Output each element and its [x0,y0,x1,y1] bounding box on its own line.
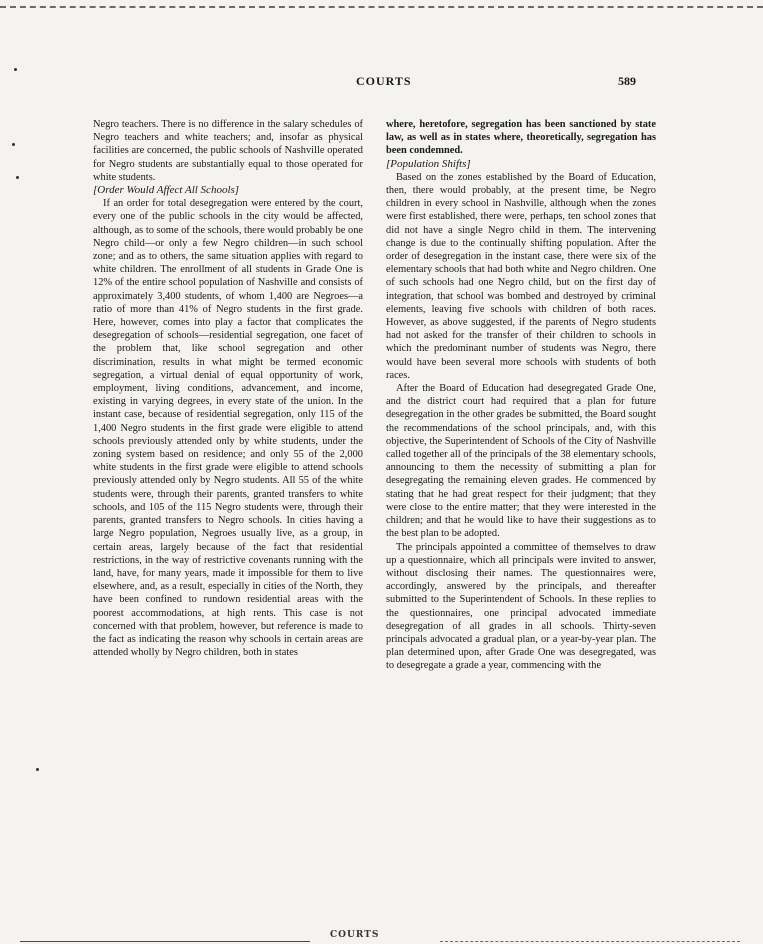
margin-speck [36,768,39,771]
footer-rule-left [20,941,310,942]
left-paragraph-2: If an order for total desegregation were entered by the court, every one of the public schools in the city would be affected, although, as to some of the schools, there would probably be one Negro child—or only a few Negro children—in such school zone; and as to others, the same situation applies with regard to white children. The enrollment of all students in Grade One is 12% of the entire school population of Nashville and consists of approximately 3,400 students, of whom 1,400 are Negroes—a ratio of more than 41% of Negro students in the first grade. Here, however, comes into play a factor that complicates the desegregation of schools—residential segregation, one facet of the problem that, like school segregation and other discrimination, results in what might be termed economic segregation, a virtual denial of equal opportunity of work, employment, living conditions, advancement, and income, existing in varying degrees, in every state of the union. In the instant case, because of residential segregation, only 115 of the 1,400 Negro students in the first grade were eligible to attend schools previously attended only by white students, under the zoning system based on residence; and only 55 of the 2,000 white students in the first grade were eligible to attend schools previously attended only by Negro students. All 55 of the white students were, through their parents, granted transfers to white schools, and 105 of the 115 Negro students were, through their parents, granted transfers to Negro schools. In cities having a large Negro population, Negroes usually live, as a group, in certain areas, largely because of the fact that residential restrictions, in the way of restrictive covenants running with the land, have, for many years, made it impossible for them to live elsewhere, and, as a result, especially in cities of the North, they have been confined to rundown residential areas with the poorest accommodations, at high rents. This case is not concerned with that problem, however, but reference is made to the fact as indicating the reason why schools in certain areas are attended wholly by Negro children, both in states [93,198,363,659]
right-column [386,118,656,673]
right-paragraph-2: Based on the zones established by the Board of Education, then, there would probably, at the present time, be Negro children in every school in Nashville, although when the zones were first established, there were, perhaps, ten school zones that did not have a single Negro child in them. The intervening change is due to the continually shifting population. After the order of desegregation in the instant case, there were six of the elementary schools that had both white and Negro children. One of such schools had one Negro child, but on the first day of integration, that school was bombed and destroyed by criminal elements, leaving five schools with children of both races. However, as above suggested, if the parents of Negro students had not asked for the transfer of their children to schools in which the predominant number of students was Negro, there would have been several more schools with students of both races. [386,171,656,381]
margin-speck [16,176,19,179]
running-head: COURTS [356,74,412,88]
right-paragraph-4: The principals appointed a committee of themselves to draw up a questionnaire, which all principals were invited to answer, without disclosing their names. The questionnaires were, accordingly, answered by the principals, and thereafter submitted to the Superintendent of Schools. In these replies to the questionnaires, one principal advocated immediate desegregation of all grades in all schools. Thirty-seven principals advocated a gradual plan, or a year-by-year plan. The plan determined upon, after Grade One was desegregated, was to desegregate a grade a year, commencing with the [386,541,656,672]
left-column [93,118,363,659]
right-section-heading: [Population Shifts] [386,157,471,170]
top-dashed-border [0,0,763,8]
footer-rule-right [440,941,740,942]
right-paragraph-3: After the Board of Education had desegregated Grade One, and the district court had required that a plan for future desegregation in the other grades be submitted, the Board sought the recommendations of the school principals, and, with this objective, the Superintendent of Schools of the City of Nashville called together all of the principals of the 38 elementary schools, announcing to them the necessity of submitting a plan for desegregating the remaining eleven grades. He commenced by stating that he had great respect for their judgment; that they were close to the entire matter; that they were interested in the children; and that he would like to have their suggestions as to the best plan to be adopted. [386,383,656,540]
page-number: 589 [618,74,636,88]
footer-running-word: COURTS [330,930,380,940]
margin-speck [14,68,17,71]
left-section-heading: [Order Would Affect All Schools] [93,184,240,197]
left-paragraph-1: Negro teachers. There is no difference in the salary schedules of Negro teachers and white teachers; and, insofar as physical facilities are concerned, the public schools of Nashville operated for Negro students are substantially equal to those operated for white students. [93,119,363,183]
right-paragraph-1: where, heretofore, segregation has been sanctioned by state law, as well as in states where, theoretically, segregation has been condemned. [386,119,656,157]
margin-speck [12,143,15,146]
